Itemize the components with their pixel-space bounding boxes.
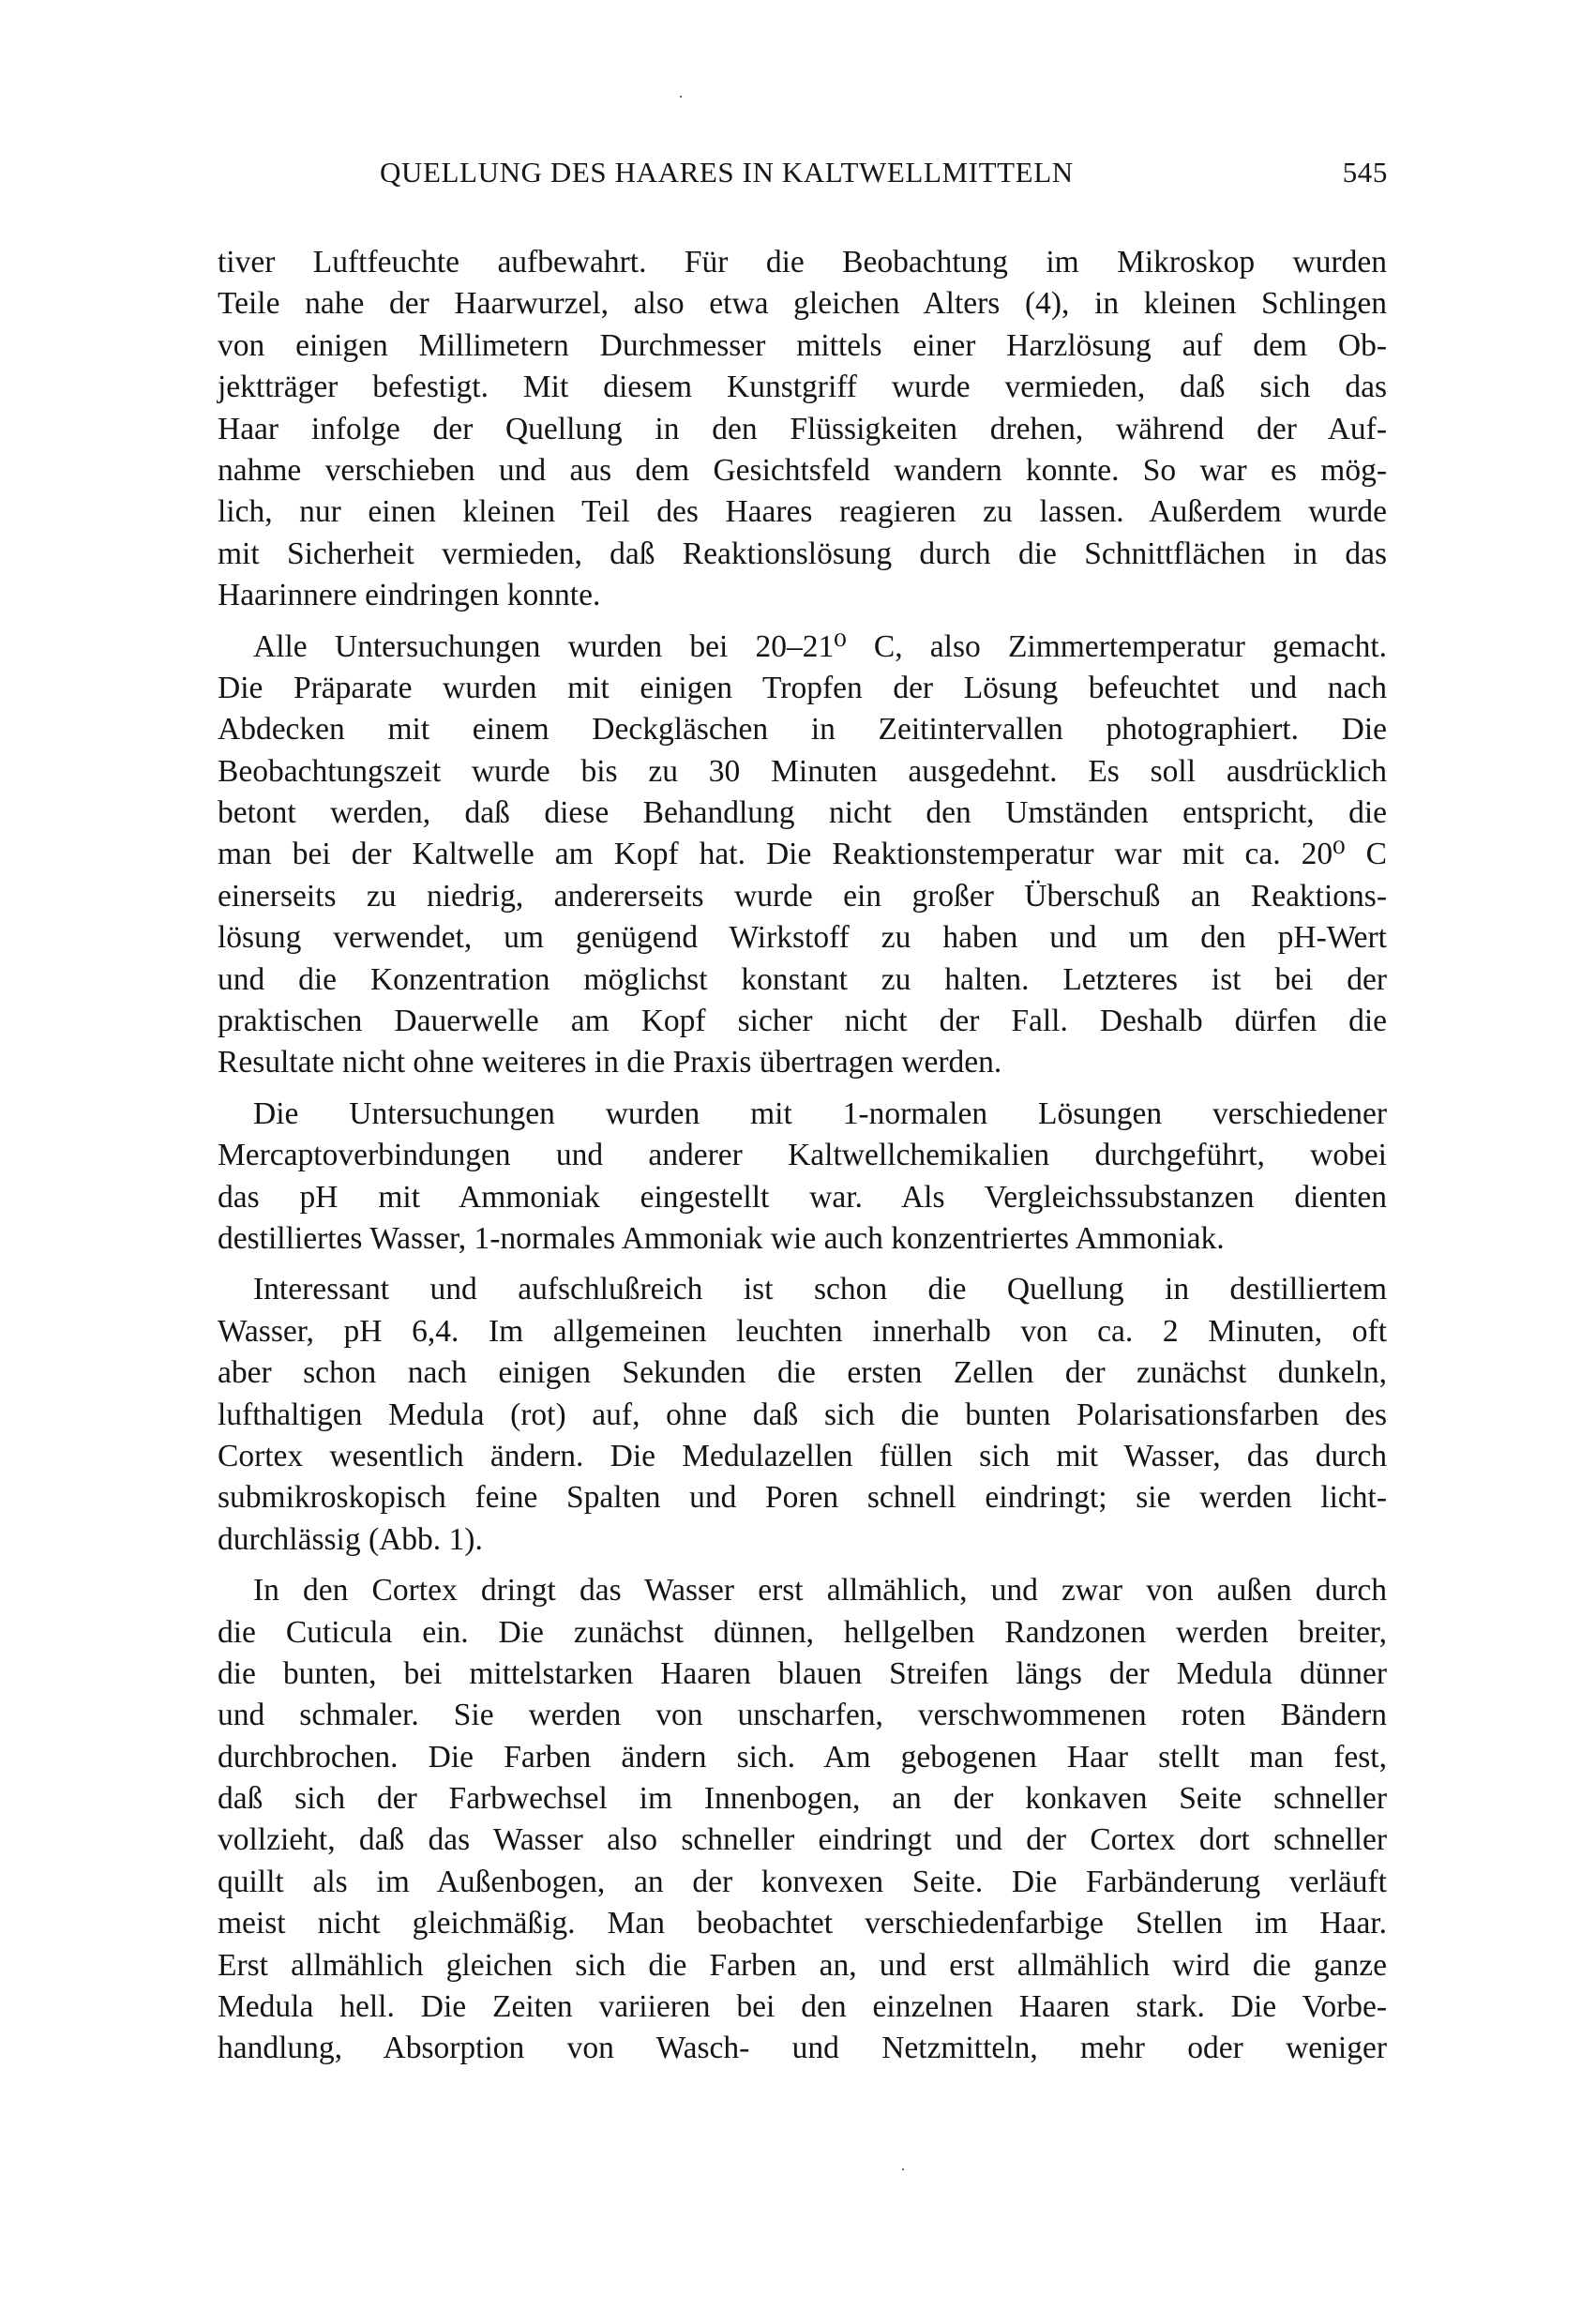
- text-line: mit Sicherheit vermieden, daß Reaktionslösung durch die Schnittflächen in das: [218, 536, 1387, 571]
- paragraph: [218, 1094, 1387, 1261]
- text-line: Wasser, pH 6,4. Im allgemeinen leuchten innerhalb von ca. 2 Minuten, oft: [218, 1313, 1387, 1349]
- paragraph: [218, 242, 1387, 617]
- text-line: einerseits zu niedrig, andererseits wurde ein großer Überschuß an Reaktions-: [218, 878, 1387, 914]
- page-number: 545: [1342, 156, 1388, 189]
- scan-speck: [902, 2168, 904, 2170]
- text-line: submikroskopisch feine Spalten und Poren schnell eindringt; sie werden licht-: [218, 1480, 1387, 1516]
- text-line: lösung verwendet, um genügend Wirkstoff zu haben und um den pH-Wert: [218, 920, 1387, 956]
- text-line: und schmaler. Sie werden von unscharfen, verschwommenen roten Bändern: [218, 1698, 1387, 1733]
- text-line: Alle Untersuchungen wurden bei 20–21⁰ C, also Zimmertemperatur gemacht.: [253, 628, 1387, 664]
- scan-speck: [680, 96, 682, 98]
- text-line: daß sich der Farbwechsel im Innenbogen, an der konkaven Seite schneller: [218, 1781, 1387, 1817]
- text-line: Interessant und aufschlußreich ist schon die Quellung in destilliertem: [253, 1272, 1387, 1307]
- text-line: meist nicht gleichmäßig. Man beobachtet verschiedenfarbige Stellen im Haar.: [218, 1906, 1387, 1941]
- text-line: Erst allmählich gleichen sich die Farben an, und erst allmählich wird die ganze: [218, 1947, 1387, 1983]
- text-line: die Cuticula ein. Die zunächst dünnen, hellgelben Randzonen werden breiter,: [218, 1614, 1387, 1650]
- text-line: praktischen Dauerwelle am Kopf sicher nicht der Fall. Deshalb dürfen die: [218, 1004, 1387, 1039]
- running-head: [380, 150, 1388, 193]
- text-line: von einigen Millimetern Durchmesser mittels einer Harzlösung auf dem Ob-: [218, 327, 1387, 363]
- text-line: aber schon nach einigen Sekunden die ersten Zellen der zunächst dunkeln,: [218, 1355, 1387, 1391]
- text-line: durchlässig (Abb. 1).: [218, 1521, 483, 1557]
- text-line: Abdecken mit einem Deckgläschen in Zeitintervallen photographiert. Die: [218, 712, 1387, 748]
- text-line: Beobachtungszeit wurde bis zu 30 Minuten ausgedehnt. Es soll ausdrücklich: [218, 753, 1387, 789]
- text-line: betont werden, daß diese Behandlung nicht den Umständen entspricht, die: [218, 795, 1387, 831]
- running-title: QUELLUNG DES HAARES IN KALTWELLMITTELN: [380, 156, 1074, 189]
- text-line: Resultate nicht ohne weiteres in die Praxis übertragen werden.: [218, 1045, 1002, 1080]
- paragraph: [218, 1269, 1387, 1561]
- paragraph: [218, 1570, 1387, 2070]
- text-line: und die Konzentration möglichst konstant zu halten. Letzteres ist bei der: [218, 961, 1387, 997]
- body-text: [218, 242, 1387, 2079]
- text-line: Haar infolge der Quellung in den Flüssigkeiten drehen, während der Auf-: [218, 411, 1387, 446]
- text-line: lufthaltigen Medula (rot) auf, ohne daß sich die bunten Polarisationsfarben des: [218, 1397, 1387, 1432]
- text-line: man bei der Kaltwelle am Kopf hat. Die Reaktionstemperatur war mit ca. 20⁰ C: [218, 837, 1387, 872]
- text-line: jektträger befestigt. Mit diesem Kunstgriff wurde vermieden, daß sich das: [218, 370, 1387, 405]
- text-line: Cortex wesentlich ändern. Die Medulazellen füllen sich mit Wasser, das durch: [218, 1438, 1387, 1473]
- text-line: durchbrochen. Die Farben ändern sich. Am gebogenen Haar stellt man fest,: [218, 1739, 1387, 1775]
- text-line: tiver Luftfeuchte aufbewahrt. Für die Beobachtung im Mikroskop wurden: [218, 245, 1387, 279]
- text-line: Mercaptoverbindungen und anderer Kaltwellchemikalien durchgeführt, wobei: [218, 1138, 1387, 1173]
- text-line: das pH mit Ammoniak eingestellt war. Als Vergleichssubstanzen dienten: [218, 1179, 1387, 1215]
- text-line: Teile nahe der Haarwurzel, also etwa gleichen Alters (4), in kleinen Schlingen: [218, 286, 1387, 322]
- text-line: In den Cortex dringt das Wasser erst allmählich, und zwar von außen durch: [253, 1573, 1387, 1609]
- text-line: vollzieht, daß das Wasser also schneller eindringt und der Cortex dort schneller: [218, 1822, 1387, 1858]
- text-line: Die Untersuchungen wurden mit 1-normalen Lösungen verschiedener: [253, 1095, 1387, 1131]
- text-line: nahme verschieben und aus dem Gesichtsfeld wandern konnte. So war es mög-: [218, 452, 1387, 488]
- text-line: Haarinnere eindringen konnte.: [218, 578, 601, 613]
- paragraph: [218, 627, 1387, 1084]
- text-line: quillt als im Außenbogen, an der konvexen Seite. Die Farbänderung verläuft: [218, 1864, 1387, 1899]
- text-line: die bunten, bei mittelstarken Haaren blauen Streifen längs der Medula dünner: [218, 1655, 1387, 1691]
- text-line: Medula hell. Die Zeiten variieren bei den einzelnen Haaren stark. Die Vorbe-: [218, 1989, 1387, 2025]
- text-line: Die Präparate wurden mit einigen Tropfen der Lösung befeuchtet und nach: [218, 670, 1387, 705]
- text-line: lich, nur einen kleinen Teil des Haares reagieren zu lassen. Außerdem wurde: [218, 494, 1387, 530]
- text-line: destilliertes Wasser, 1-normales Ammoniak wie auch konzentriertes Ammoniak.: [218, 1220, 1225, 1256]
- text-line: handlung, Absorption von Wasch- und Netzmitteln, mehr oder weniger: [218, 2031, 1387, 2066]
